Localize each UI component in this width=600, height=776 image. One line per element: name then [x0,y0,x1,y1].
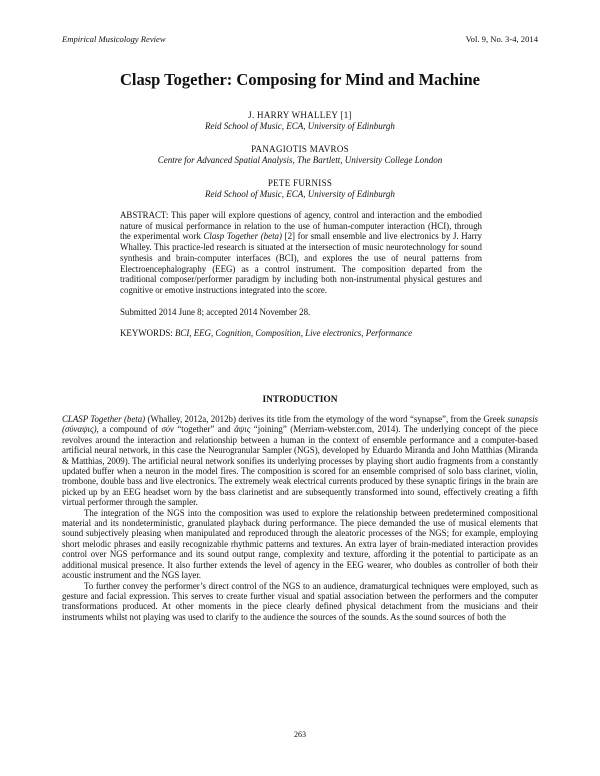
author-block [62,110,538,212]
section-heading-introduction: INTRODUCTION [262,395,338,405]
author-entry [62,110,538,132]
greek-term: σύν [161,424,174,435]
greek-term: ἅψις [234,424,251,435]
abstract-text [120,210,482,296]
text-run: , a compound of [96,424,162,435]
body-text [62,414,538,622]
paragraph [62,414,538,508]
author-entry [62,144,538,166]
author-affiliation: Reid School of Music, ECA, University of Edinburgh [205,189,395,199]
running-header [62,34,538,44]
paragraph: The integration of the NGS into the composition was used to explore the relationship between predetermined compositional material and its nondeterministic, granulated playback during performance. The piece demanded the use of musical elements that sound subjectively pleasing when manipulated and reproduced through the aleatoric processes of the NGS; for example, employing short melodic phrases and easily recognizable rhythmic patterns and textures. An extra layer of brain-mediated interaction provides control over NGS performance and its sound output range, complexity and texture, affording it the potential to participate as an additional musical presence. It also further extends the level of agency in the EEG wearer, who doubles as controller of both their acoustic instrument and the NGS layer. [62,507,538,581]
greek-term: sunapsis (σύναψις) [62,414,538,435]
work-title: CLASP Together (beta) [62,414,146,424]
paragraph: To further convey the performer’s direct control of the NGS to an audience, dramaturgical techniques were employed, such as gesture and facial expression. This serves to create further visual and spatial association between the performers and the computer transformations produced. At other moments in the piece clearly defined physical detachment from the musicians and their instruments whilst not playing was used to clarify to the audience the sources of the sounds. As the sound sources of both the [62,580,538,622]
volume-info: Vol. 9, No. 3-4, 2014 [465,34,538,44]
submission-dates: Submitted 2014 June 8; accepted 2014 November 28. [120,306,311,317]
author-affiliation: Centre for Advanced Spatial Analysis, The Bartlett, University College London [157,155,443,165]
text-run: (Whalley, 2012a, 2012b) derives its title from the etymology of the word “synapse”, from the Greek [145,414,508,424]
abstract-block [120,210,482,350]
author-name: PETE FURNISS [267,178,333,188]
keywords-list: BCI, EEG, Cognition, Composition, Live electronics, Performance [174,328,413,339]
author-name: J. HARRY WHALLEY [1] [248,110,352,120]
journal-name: Empirical Musicology Review [62,34,166,44]
work-title: Clasp Together (beta) [203,231,282,242]
abstract-text-part: ABSTRACT: This paper will explore questions of agency, control and interaction and the embodied nature of musical performance in relation to the use of human-computer interaction (HCI), through the experimental work [120,210,482,242]
keywords [120,328,482,339]
keywords-label: KEYWORDS: [120,328,173,339]
page-number: 263 [294,730,306,739]
author-name: PANAGIOTIS MAVROS [251,144,349,154]
author-entry [62,178,538,200]
text-run: “joining” (Merriam-webster.com, 2014). The underlying concept of the piece revolves around the interaction and relationship between a human in the context of ensemble performance and a computer-based artificial neural network, in this case the Neurogranular Sampler (NGS), developed by Eduardo Miranda and John Matthias (Miranda & Matthias, 2009). The artificial neural network sonifies its underlying processes by playing short audio fragments from a constantly updated buffer when a neuron in the model fires. The composition is scored for an ensemble comprised of solo bass clarinet, violin, trombone, double bass and live electronics. The extremely weak electrical currents produced by these synaptic firings in the brain are picked up by an EEG headset worn by the bass clarinetist and are subsequently transformed into sound, effectively creating a fifth virtual performer through the sampler. [62,424,538,508]
paper-title: Clasp Together: Composing for Mind and Machine [120,70,480,89]
text-run: “together” and [173,424,235,435]
author-affiliation: Reid School of Music, ECA, University of Edinburgh [205,121,395,131]
abstract-text-part: [2] for small ensemble and live electronics by J. Harry Whalley. This practice-led research is situated at the intersection of music neurotechnology for sound synthesis and brain-computer interfaces (BCI), and explores the use of neural patterns from Electroencephalography (EEG) as a control instrument. The composition departed from the traditional composer/performer paradigm by including both non-instrumental physical gestures and cognitive or emotive instructions integrated into the score. [120,231,482,295]
